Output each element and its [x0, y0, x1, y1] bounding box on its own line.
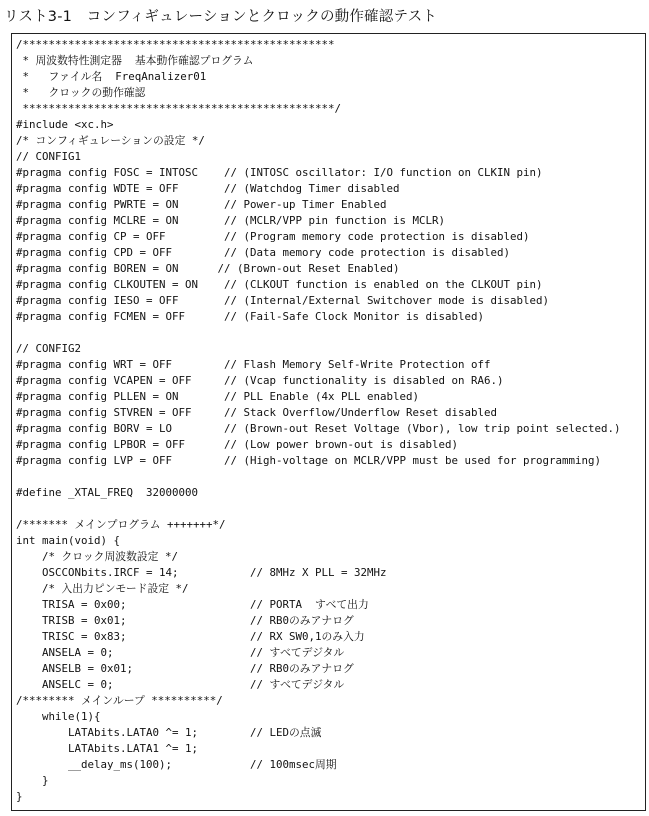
code-line: #define _XTAL_FREQ 32000000	[16, 486, 199, 499]
code-line: * ファイル名 FreqAnalizer01	[16, 70, 207, 83]
code-line: ************************************************/	[16, 102, 342, 115]
code-line: #pragma config CP = OFF // (Program memory code protection is disabled)	[16, 230, 530, 243]
code-line: /******** メインループ **********/	[16, 694, 223, 707]
code-line: }	[16, 790, 23, 803]
code-line: * クロックの動作確認	[16, 86, 146, 99]
code-line: /* コンフィギュレーションの設定 */	[16, 134, 205, 147]
code-line: /* クロック周波数設定 */	[16, 550, 178, 563]
code-line: TRISB = 0x01; // RB0のみアナログ	[16, 614, 354, 627]
listing-title: リスト3-1 コンフィギュレーションとクロックの動作確認テスト	[4, 9, 437, 25]
code-line	[16, 469, 621, 485]
code-line: #pragma config STVREN = OFF // Stack Overflow/Underflow Reset disabled	[16, 406, 498, 419]
code-line: #pragma config BOREN = ON // (Brown-out Reset Enabled)	[16, 262, 400, 275]
code-line: #pragma config PWRTE = ON // Power-up Timer Enabled	[16, 198, 387, 211]
code-line: #pragma config FCMEN = OFF // (Fail-Safe Clock Monitor is disabled)	[16, 310, 485, 323]
code-line: ANSELB = 0x01; // RB0のみアナログ	[16, 662, 354, 675]
code-line: }	[16, 774, 49, 787]
code-line: * 周波数特性測定器 基本動作確認プログラム	[16, 54, 254, 67]
code-line: #pragma config LVP = OFF // (High-voltage on MCLR/VPP must be used for programming)	[16, 454, 602, 467]
code-line	[16, 325, 621, 341]
code-line: OSCCONbits.IRCF = 14; // 8MHz X PLL = 32MHz	[16, 566, 387, 579]
code-line	[16, 501, 621, 517]
code-line: ANSELC = 0; // すべてデジタル	[16, 678, 345, 691]
code-line: __delay_ms(100); // 100msec周期	[16, 758, 337, 771]
code-line: #pragma config IESO = OFF // (Internal/External Switchover mode is disabled)	[16, 294, 550, 307]
code-line: /* 入出力ピンモード設定 */	[16, 582, 189, 595]
code-line: #include <xc.h>	[16, 118, 114, 131]
code-line: LATAbits.LATA1 ^= 1;	[16, 742, 199, 755]
code-line: #pragma config CLKOUTEN = ON // (CLKOUT function is enabled on the CLKOUT pin)	[16, 278, 543, 291]
code-block	[16, 37, 621, 805]
code-line: #pragma config FOSC = INTOSC // (INTOSC oscillator: I/O function on CLKIN pin)	[16, 166, 543, 179]
code-line: #pragma config BORV = LO // (Brown-out Reset Voltage (Vbor), low trip point selected.)	[16, 422, 621, 435]
code-line: #pragma config MCLRE = ON // (MCLR/VPP pin function is MCLR)	[16, 214, 446, 227]
code-line: int main(void) {	[16, 534, 121, 547]
code-line: while(1){	[16, 710, 101, 723]
code-line: /************************************************	[16, 38, 335, 51]
code-line: #pragma config WDTE = OFF // (Watchdog Timer disabled	[16, 182, 400, 195]
code-line: TRISC = 0x83; // RX SW0,1のみ入力	[16, 630, 365, 643]
code-line: #pragma config CPD = OFF // (Data memory code protection is disabled)	[16, 246, 511, 259]
code-line: #pragma config WRT = OFF // Flash Memory Self-Write Protection off	[16, 358, 491, 371]
code-line: TRISA = 0x00; // PORTA すべて出力	[16, 598, 369, 611]
code-line: LATAbits.LATA0 ^= 1; // LEDの点滅	[16, 726, 322, 739]
code-line: // CONFIG1	[16, 150, 82, 163]
code-line: // CONFIG2	[16, 342, 82, 355]
code-line: /******* メインプログラム +++++++*/	[16, 518, 226, 531]
code-line: ANSELA = 0; // すべてデジタル	[16, 646, 345, 659]
code-line: #pragma config LPBOR = OFF // (Low power brown-out is disabled)	[16, 438, 459, 451]
code-line: #pragma config VCAPEN = OFF // (Vcap functionality is disabled on RA6.)	[16, 374, 504, 387]
code-line: #pragma config PLLEN = ON // PLL Enable (4x PLL enabled)	[16, 390, 420, 403]
